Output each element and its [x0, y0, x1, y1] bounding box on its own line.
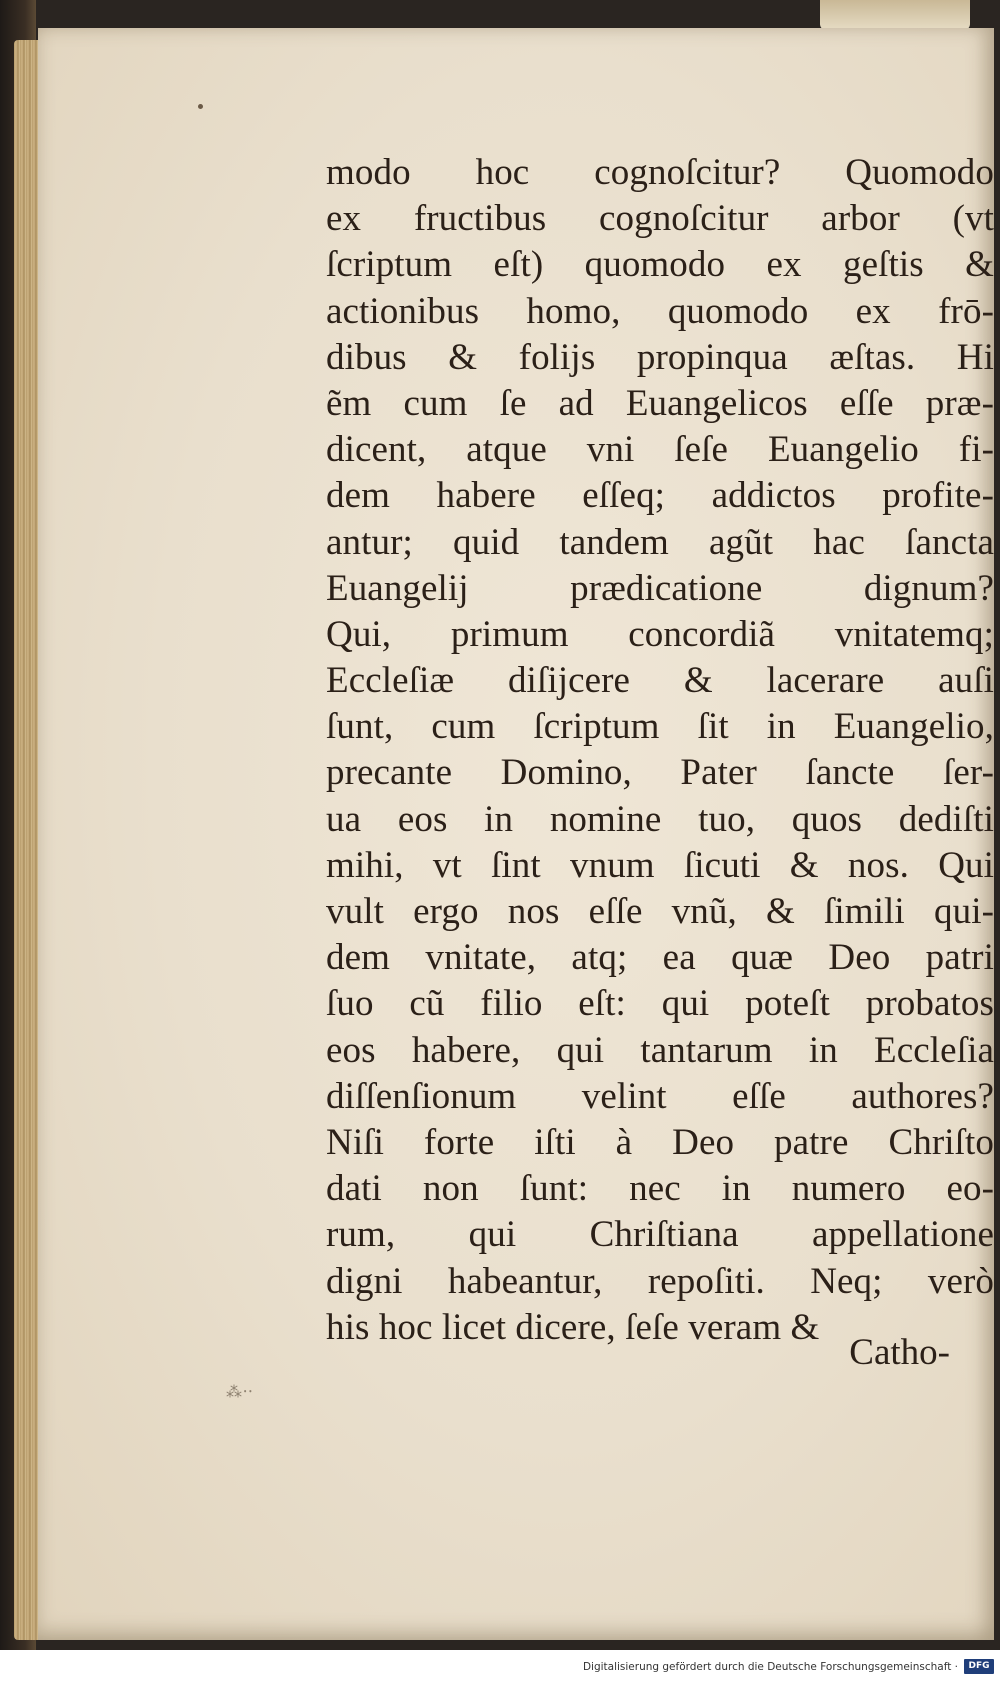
text-line: ſcriptum eſt) quomodo ex geſtis &: [326, 244, 994, 286]
text-line: dicent, atque vni ſeſe Euangelio fi-: [326, 429, 994, 471]
text-line: modo hoc cognoſcitur? Quomodo: [326, 152, 994, 193]
text-line: precante Domino, Pater ſancte ſer-: [326, 752, 994, 794]
text-line: ſuo cũ filio eſt: qui poteſt probatos: [326, 983, 994, 1025]
text-line: dem habere eſſeq; addictos profite-: [326, 475, 994, 517]
funding-credit: Digitalisierung gefördert durch die Deutsche Forschungsgemeinschaft ·: [582, 1661, 958, 1673]
text-line: ẽm cum ſe ad Euangelicos eſſe præ-: [326, 382, 994, 424]
text-line: dem vnitate, atq; ea quæ Deo patri: [326, 937, 994, 979]
ink-speck: [198, 104, 203, 109]
text-line: mihi, vt ſint vnum ſicuti & nos. Qui: [326, 844, 994, 886]
text-line: diſſenſionum velint eſſe authores?: [326, 1075, 994, 1117]
body-text: [326, 150, 994, 1351]
text-line: ua eos in nomine tuo, quos dediſti: [326, 798, 994, 840]
text-line: dati non ſunt: nec in numero eo-: [326, 1168, 994, 1210]
footer-bar: [0, 1650, 1000, 1687]
book-page: [38, 28, 994, 1640]
text-line: digni habeantur, repoſiti. Neq; verò: [326, 1260, 994, 1302]
text-line: Eccleſiæ diſijcere & lacerare auſi: [326, 660, 994, 702]
top-page-tab: [820, 0, 970, 30]
text-line: Euangelij prædicatione dignum?: [326, 567, 994, 609]
text-line: vult ergo nos eſſe vnũ, & ſimili qui-: [326, 891, 994, 932]
dfg-logo: DFG: [964, 1659, 994, 1674]
text-line: Qui, primum concordiã vnitatemq;: [326, 613, 994, 655]
text-line: ſunt, cum ſcriptum ſit in Euangelio,: [326, 706, 994, 748]
text-line: eos habere, qui tantarum in Eccleſia: [326, 1029, 994, 1071]
text-line: rum, qui Chriſtiana appellatione: [326, 1214, 994, 1256]
marginal-mark: ⁂⸱⸱: [226, 1384, 254, 1401]
text-line: his hoc licet dicere, ſeſe veram &: [326, 1306, 820, 1348]
text-line: dibus & folijs propinqua æſtas. Hi: [326, 336, 994, 378]
text-line: antur; quid tandem agũt hac ſancta: [326, 521, 994, 563]
text-line: actionibus homo, quomodo ex frō-: [326, 290, 994, 332]
catchword: Catho-: [849, 1332, 950, 1373]
text-line: ex fructibus cognoſcitur arbor (vt: [326, 198, 994, 240]
text-line: Niſi forte iſti à Deo patre Chriſto: [326, 1121, 994, 1163]
